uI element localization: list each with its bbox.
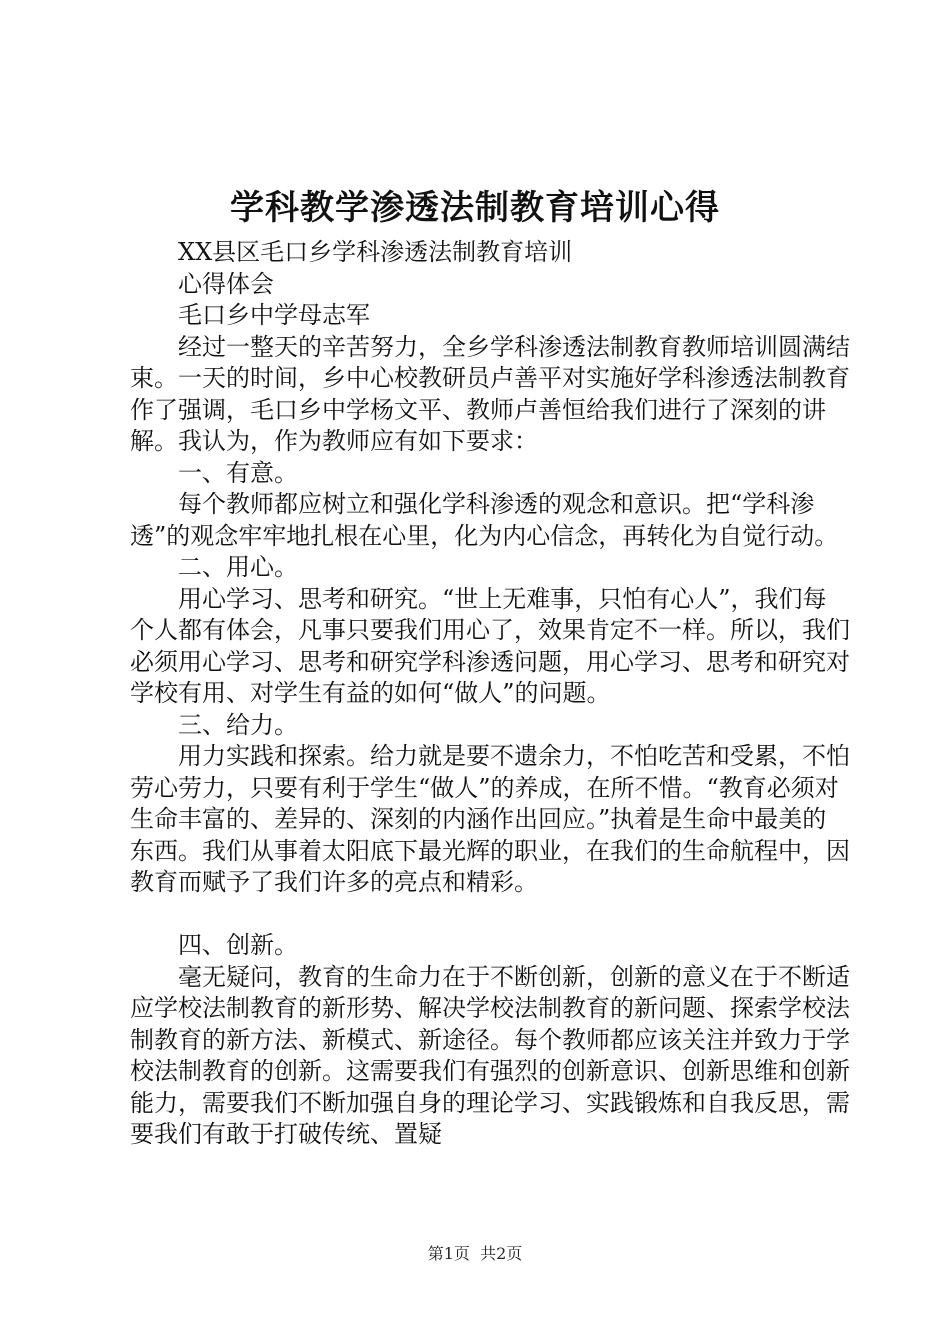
section-heading: 三、给力。 [178,710,298,739]
page-footer: 第1页 共2页 [427,1244,523,1263]
section-heading: 一、有意。 [178,458,298,487]
section-heading: 四、创新。 [178,931,298,959]
blank-line [130,899,850,931]
document-title: 学科教学渗透法制教育培训心得 [230,188,720,228]
document-body [130,237,850,1151]
paragraph: 心得体会 [178,269,274,298]
paragraph: 毫无疑问，教育的生命力在于不断创新，创新的意义在于不断适应学校法制教育的新形势、解决学校法制教育的新问题、探索学校法制教育的新方法、新模式、新途径。每个教师都应该关注并致力于学校法制教育的创新。这需要我们有强烈的创新意识、创新思维和创新能力，需要我们不断加强自身的理论学习、实践锻炼和自我反思，需要我们有敢于打破传统、置疑 [130,962,850,1148]
section-heading: 二、用心。 [178,553,298,581]
paragraph: 每个教师都应树立和强化学科渗透的观念和意识。把“学科渗透”的观念牢牢地扎根在心里，化为内心信念，再转化为自觉行动。 [130,490,839,550]
paragraph: 经过一整天的辛苦努力，全乡学科渗透法制教育教师培训圆满结束。一天的时间，乡中心校教研员卢善平对实施好学科渗透法制教育作了强调，毛口乡中学杨文平、教师卢善恒给我们进行了深刻的讲解。我认为，作为教师应有如下要求： [130,332,850,455]
paragraph: 毛口乡中学母志军 [178,301,370,329]
paragraph: 用力实践和探索。给力就是要不遗余力，不怕吃苦和受累，不怕劳心劳力，只要有利于学生“做人”的养成，在所不惜。“教育必须对生命丰富的、差异的、深刻的内涵作出回应。”执着是生命中最美的东西。我们从事着太阳底下最光辉的职业，在我们的生命航程中，因教育而赋予了我们许多的亮点和精彩。 [130,742,850,896]
paragraph: XX县区毛口乡学科渗透法制教育培训 [178,238,573,266]
paragraph: 用心学习、思考和研究。“世上无难事，只怕有心人”，我们每个人都有体会，凡事只要我们用心了，效果肯定不一样。所以，我们必须用心学习、思考和研究学科渗透问题，用心学习、思考和研究对学校有用、对学生有益的如何“做人”的问题。 [130,584,850,707]
